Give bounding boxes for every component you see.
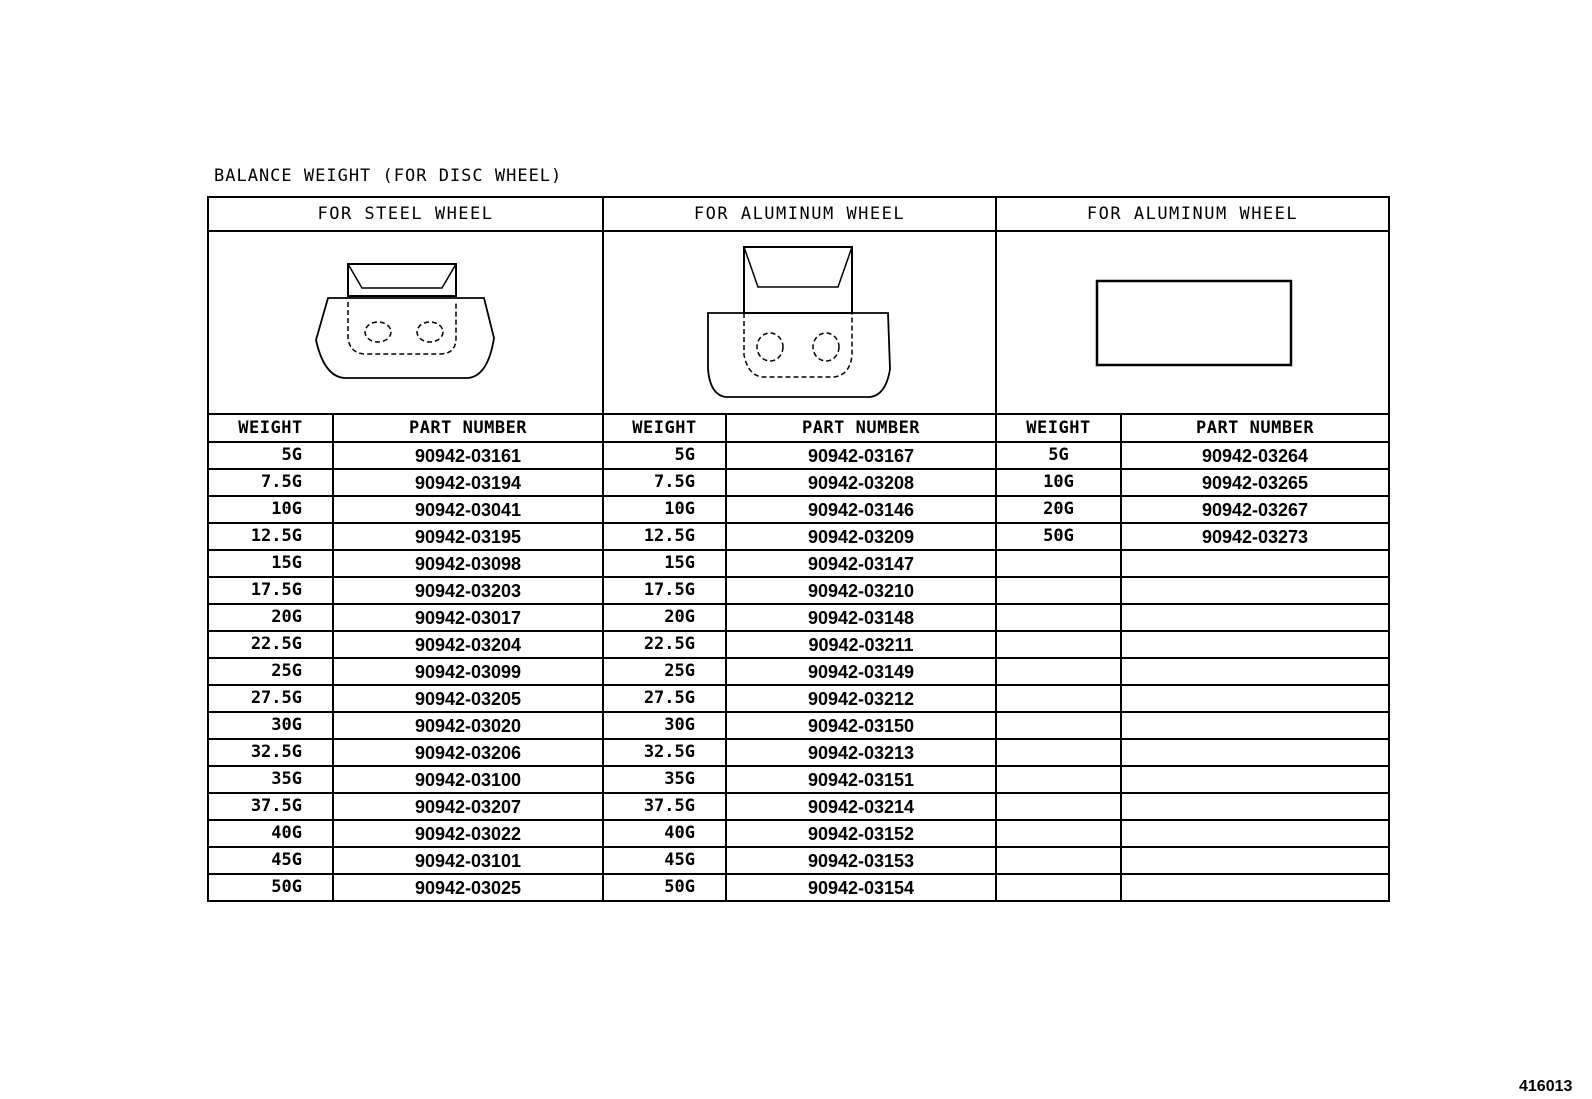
column-header-weight: WEIGHT <box>208 414 333 442</box>
aluminum-weight-cell: 37.5G <box>603 793 726 820</box>
table-row <box>208 820 1389 847</box>
steel-weight-cell: 12.5G <box>208 523 333 550</box>
aluminum-2-weight-cell <box>996 577 1121 604</box>
document-title: BALANCE WEIGHT (FOR DISC WHEEL) <box>214 166 563 186</box>
aluminum-2-weight-cell <box>996 847 1121 874</box>
table-row <box>208 469 1389 496</box>
aluminum-2-part-number-cell: 90942-03267 <box>1121 496 1389 523</box>
adhesive-weight-figure-cell <box>996 231 1389 414</box>
aluminum-2-part-number-cell <box>1121 712 1389 739</box>
aluminum-2-part-number-cell: 90942-03265 <box>1121 469 1389 496</box>
steel-part-number-cell: 90942-03100 <box>333 766 603 793</box>
table-row <box>208 739 1389 766</box>
column-header-weight: WEIGHT <box>603 414 726 442</box>
steel-part-number-cell: 90942-03207 <box>333 793 603 820</box>
aluminum-weight-cell: 12.5G <box>603 523 726 550</box>
steel-part-number-cell: 90942-03194 <box>333 469 603 496</box>
steel-part-number-cell: 90942-03099 <box>333 658 603 685</box>
aluminum-2-weight-cell <box>996 550 1121 577</box>
column-header-row <box>208 414 1389 442</box>
table-row <box>208 712 1389 739</box>
aluminum-2-part-number-cell: 90942-03264 <box>1121 442 1389 469</box>
aluminum-2-part-number-cell <box>1121 577 1389 604</box>
aluminum-2-part-number-cell <box>1121 739 1389 766</box>
aluminum-2-part-number-cell <box>1121 874 1389 901</box>
table-row <box>208 793 1389 820</box>
aluminum-weight-cell: 27.5G <box>603 685 726 712</box>
aluminum-part-number-cell: 90942-03211 <box>726 631 996 658</box>
balance-weight-table <box>207 196 1390 902</box>
group-header-aluminum: FOR ALUMINUM WHEEL <box>603 197 996 231</box>
aluminum-part-number-cell: 90942-03208 <box>726 469 996 496</box>
steel-part-number-cell: 90942-03205 <box>333 685 603 712</box>
steel-weight-cell: 22.5G <box>208 631 333 658</box>
aluminum-part-number-cell: 90942-03150 <box>726 712 996 739</box>
adhesive-weight-icon <box>1083 273 1303 373</box>
steel-weight-cell: 17.5G <box>208 577 333 604</box>
group-header-aluminum-2: FOR ALUMINUM WHEEL <box>996 197 1389 231</box>
table-row <box>208 685 1389 712</box>
aluminum-2-weight-cell <box>996 658 1121 685</box>
aluminum-part-number-cell: 90942-03149 <box>726 658 996 685</box>
table-row <box>208 631 1389 658</box>
steel-weight-cell: 32.5G <box>208 739 333 766</box>
aluminum-2-weight-cell: 20G <box>996 496 1121 523</box>
aluminum-2-part-number-cell <box>1121 793 1389 820</box>
aluminum-2-weight-cell <box>996 793 1121 820</box>
steel-wheel-weight-icon <box>306 258 506 388</box>
table-row <box>208 847 1389 874</box>
aluminum-weight-cell: 40G <box>603 820 726 847</box>
aluminum-part-number-cell: 90942-03213 <box>726 739 996 766</box>
drawing-id: 416013 <box>1519 1078 1573 1095</box>
steel-weight-figure-cell <box>208 231 603 414</box>
steel-part-number-cell: 90942-03206 <box>333 739 603 766</box>
aluminum-2-weight-cell <box>996 631 1121 658</box>
steel-weight-cell: 40G <box>208 820 333 847</box>
aluminum-2-part-number-cell: 90942-03273 <box>1121 523 1389 550</box>
steel-part-number-cell: 90942-03195 <box>333 523 603 550</box>
aluminum-part-number-cell: 90942-03167 <box>726 442 996 469</box>
aluminum-2-part-number-cell <box>1121 631 1389 658</box>
column-header-weight: WEIGHT <box>996 414 1121 442</box>
aluminum-part-number-cell: 90942-03146 <box>726 496 996 523</box>
table-row <box>208 523 1389 550</box>
steel-weight-cell: 10G <box>208 496 333 523</box>
aluminum-2-weight-cell <box>996 604 1121 631</box>
aluminum-weight-figure-cell <box>603 231 996 414</box>
aluminum-part-number-cell: 90942-03147 <box>726 550 996 577</box>
aluminum-2-weight-cell: 50G <box>996 523 1121 550</box>
steel-part-number-cell: 90942-03020 <box>333 712 603 739</box>
aluminum-2-weight-cell <box>996 874 1121 901</box>
steel-part-number-cell: 90942-03101 <box>333 847 603 874</box>
aluminum-weight-cell: 17.5G <box>603 577 726 604</box>
aluminum-weight-cell: 35G <box>603 766 726 793</box>
aluminum-2-part-number-cell <box>1121 550 1389 577</box>
steel-part-number-cell: 90942-03025 <box>333 874 603 901</box>
steel-weight-cell: 25G <box>208 658 333 685</box>
figure-row <box>208 231 1389 414</box>
steel-weight-cell: 35G <box>208 766 333 793</box>
table-row <box>208 604 1389 631</box>
steel-part-number-cell: 90942-03203 <box>333 577 603 604</box>
steel-weight-cell: 45G <box>208 847 333 874</box>
aluminum-2-weight-cell: 10G <box>996 469 1121 496</box>
aluminum-part-number-cell: 90942-03151 <box>726 766 996 793</box>
aluminum-part-number-cell: 90942-03153 <box>726 847 996 874</box>
steel-weight-cell: 5G <box>208 442 333 469</box>
aluminum-part-number-cell: 90942-03210 <box>726 577 996 604</box>
table-row <box>208 577 1389 604</box>
steel-part-number-cell: 90942-03204 <box>333 631 603 658</box>
aluminum-part-number-cell: 90942-03154 <box>726 874 996 901</box>
steel-part-number-cell: 90942-03161 <box>333 442 603 469</box>
table-row <box>208 442 1389 469</box>
table-row <box>208 496 1389 523</box>
aluminum-2-weight-cell <box>996 820 1121 847</box>
aluminum-weight-cell: 45G <box>603 847 726 874</box>
aluminum-2-weight-cell <box>996 685 1121 712</box>
aluminum-weight-cell: 32.5G <box>603 739 726 766</box>
aluminum-2-part-number-cell <box>1121 766 1389 793</box>
aluminum-2-part-number-cell <box>1121 604 1389 631</box>
steel-weight-cell: 50G <box>208 874 333 901</box>
steel-part-number-cell: 90942-03041 <box>333 496 603 523</box>
aluminum-weight-cell: 50G <box>603 874 726 901</box>
aluminum-part-number-cell: 90942-03148 <box>726 604 996 631</box>
aluminum-2-weight-cell <box>996 712 1121 739</box>
aluminum-2-part-number-cell <box>1121 685 1389 712</box>
steel-part-number-cell: 90942-03017 <box>333 604 603 631</box>
steel-weight-cell: 37.5G <box>208 793 333 820</box>
aluminum-weight-cell: 10G <box>603 496 726 523</box>
steel-weight-cell: 30G <box>208 712 333 739</box>
aluminum-part-number-cell: 90942-03152 <box>726 820 996 847</box>
steel-weight-cell: 27.5G <box>208 685 333 712</box>
aluminum-2-weight-cell <box>996 766 1121 793</box>
aluminum-weight-cell: 25G <box>603 658 726 685</box>
aluminum-weight-cell: 20G <box>603 604 726 631</box>
table-row <box>208 550 1389 577</box>
table-row <box>208 658 1389 685</box>
aluminum-2-part-number-cell <box>1121 820 1389 847</box>
aluminum-part-number-cell: 90942-03209 <box>726 523 996 550</box>
steel-part-number-cell: 90942-03022 <box>333 820 603 847</box>
aluminum-weight-cell: 30G <box>603 712 726 739</box>
group-header-steel: FOR STEEL WHEEL <box>208 197 603 231</box>
steel-part-number-cell: 90942-03098 <box>333 550 603 577</box>
steel-weight-cell: 15G <box>208 550 333 577</box>
aluminum-part-number-cell: 90942-03214 <box>726 793 996 820</box>
aluminum-weight-cell: 5G <box>603 442 726 469</box>
aluminum-part-number-cell: 90942-03212 <box>726 685 996 712</box>
column-header-part-number: PART NUMBER <box>1121 414 1389 442</box>
aluminum-weight-cell: 22.5G <box>603 631 726 658</box>
aluminum-weight-cell: 7.5G <box>603 469 726 496</box>
aluminum-clip-weight-icon <box>700 243 900 403</box>
column-header-part-number: PART NUMBER <box>333 414 603 442</box>
group-header-row <box>208 197 1389 231</box>
aluminum-weight-cell: 15G <box>603 550 726 577</box>
column-header-part-number: PART NUMBER <box>726 414 996 442</box>
steel-weight-cell: 7.5G <box>208 469 333 496</box>
table-row <box>208 766 1389 793</box>
steel-weight-cell: 20G <box>208 604 333 631</box>
aluminum-2-part-number-cell <box>1121 658 1389 685</box>
aluminum-2-weight-cell: 5G <box>996 442 1121 469</box>
aluminum-2-weight-cell <box>996 739 1121 766</box>
aluminum-2-part-number-cell <box>1121 847 1389 874</box>
table-row <box>208 874 1389 901</box>
